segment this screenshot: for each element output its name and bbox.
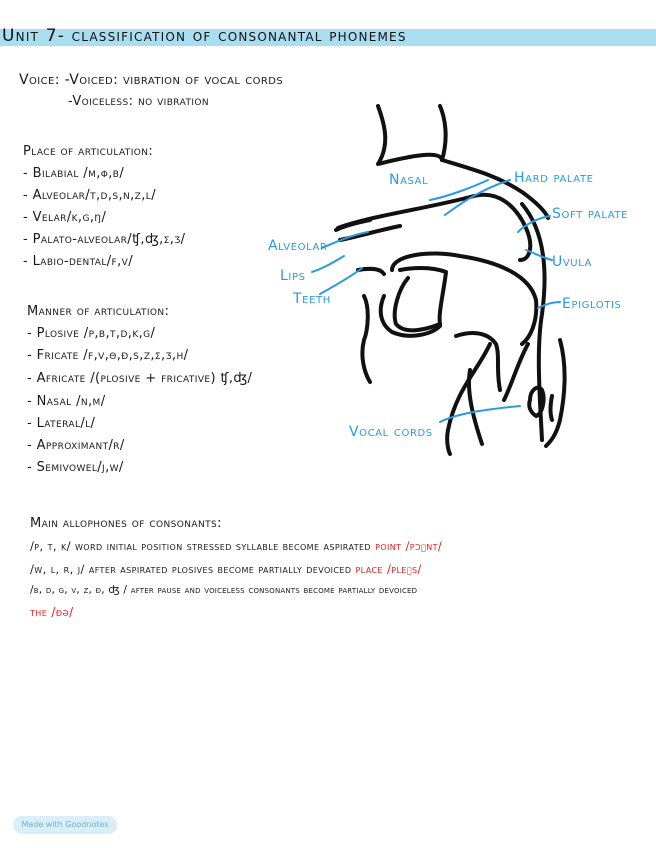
allophone-example: point /pɔɪnt/: [375, 539, 443, 553]
label-alveolar: Alveolar: [268, 238, 328, 254]
manner-item: - Nasal /n,m/: [27, 394, 106, 409]
label-uvula: Uvula: [552, 254, 593, 270]
label-soft-palate: Soft palate: [552, 206, 629, 222]
manner-item: - Approximant/r/: [27, 438, 125, 453]
manner-heading: Manner of articulation:: [27, 304, 170, 319]
label-hard-palate: Hard palate: [514, 170, 594, 186]
place-heading: Place of articulation:: [23, 144, 154, 159]
manner-item: - Africate /(plosive + fricative) ʧ,ʤ/: [27, 371, 253, 386]
label-epiglotis: Epiglotis: [562, 296, 622, 312]
label-teeth: Teeth: [293, 291, 331, 307]
allophone-rule: /b, d, g, v, z, ð, ʤ / after pause and voiceless consonants become partially devoiced: [30, 584, 418, 596]
allophone-example: the /ðə/: [30, 605, 74, 619]
place-item: - Alveolar/t,d,s,n,z,l/: [23, 188, 156, 203]
manner-item: - Plosive /p,b,t,d,k,g/: [27, 326, 156, 341]
label-nasal: Nasal: [389, 172, 429, 188]
label-lips: Lips: [280, 268, 306, 284]
allophone-rule: /p, t, k/ word initial position stressed syllable become aspirated: [30, 539, 376, 553]
allophone-example: place /pleɪs/: [355, 562, 422, 576]
place-item: - Bilabial /m,φ,b/: [23, 166, 125, 181]
allophone-row: [30, 562, 422, 576]
place-item: - Palato-alveolar/ʧ,ʤ,ʃ,ʒ/: [23, 232, 186, 247]
label-vocal-cords: Vocal cords: [349, 424, 433, 440]
manner-item: - Fricate /f,v,θ,ð,s,z,ʃ,ʒ,h/: [27, 348, 189, 363]
manner-item: - Lateral/l/: [27, 416, 96, 431]
allophone-rule: /w, l, r, j/ after aspirated plosives become partially devoiced: [30, 562, 356, 576]
page-title: Unit 7- classification of consonantal phonemes: [2, 26, 407, 46]
allophone-row: [30, 539, 442, 553]
manner-item: - Semivowel/j,w/: [27, 460, 124, 475]
made-with-goodnotes-badge: Made with Goodnotes: [13, 816, 117, 834]
place-item: - Labio-dental/f,v/: [23, 254, 133, 269]
allophones-heading: Main allophones of consonants:: [30, 516, 222, 531]
vocal-tract-diagram: [260, 100, 656, 460]
voice-line-2: -Voiceless: no vibration: [68, 94, 210, 109]
place-item: - Velar/k,g,ŋ/: [23, 210, 107, 225]
allophone-row: [30, 584, 417, 596]
vocal-tract-drawing: [260, 100, 656, 460]
voice-line-1: Voice: -Voiced: vibration of vocal cords: [19, 72, 284, 88]
